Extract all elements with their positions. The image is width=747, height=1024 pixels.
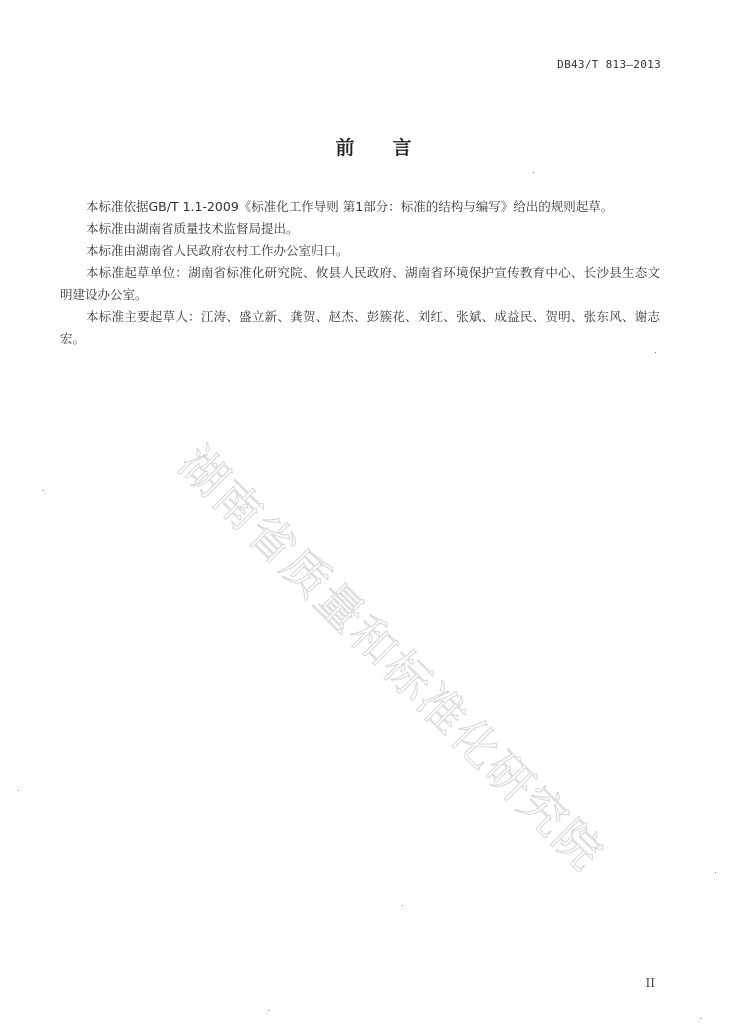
- paragraph-proposer: 本标准由湖南省质量技术监督局提出。: [86, 221, 299, 236]
- paragraph-basis: 本标准依据GB/T 1.1-2009《标准化工作导则 第1部分：标准的结构与编写》给出的规则起草。: [86, 199, 614, 214]
- paragraph-drafting-units: 本标准起草单位：湖南省标准化研究院、攸县人民政府、湖南省环境保护宣传教育中心、长沙县生态文明建设办公室。: [60, 265, 660, 302]
- scan-speck: [655, 352, 656, 353]
- page-number: II: [645, 976, 655, 990]
- page-title: 前言: [335, 137, 450, 159]
- scan-speck: [43, 490, 44, 491]
- foreword-body: [60, 196, 660, 350]
- scan-speck: [533, 172, 534, 173]
- paragraph-centralized-by: 本标准由湖南省人民政府农村工作办公室归口。: [86, 243, 349, 258]
- paragraph-drafters: 本标准主要起草人：江涛、盛立新、龚贺、赵杰、彭簇花、刘红、张斌、成益民、贺明、张东风、谢志宏。: [60, 309, 660, 346]
- scan-speck: [715, 872, 716, 873]
- scan-speck: [18, 790, 19, 791]
- scan-speck: [700, 1018, 701, 1019]
- scan-speck: [402, 905, 403, 906]
- watermark-text: 湖南省质量和标准化研究院: [168, 436, 615, 882]
- document-code: DB43/T 813—2013: [557, 58, 661, 71]
- scan-speck: [268, 1010, 269, 1011]
